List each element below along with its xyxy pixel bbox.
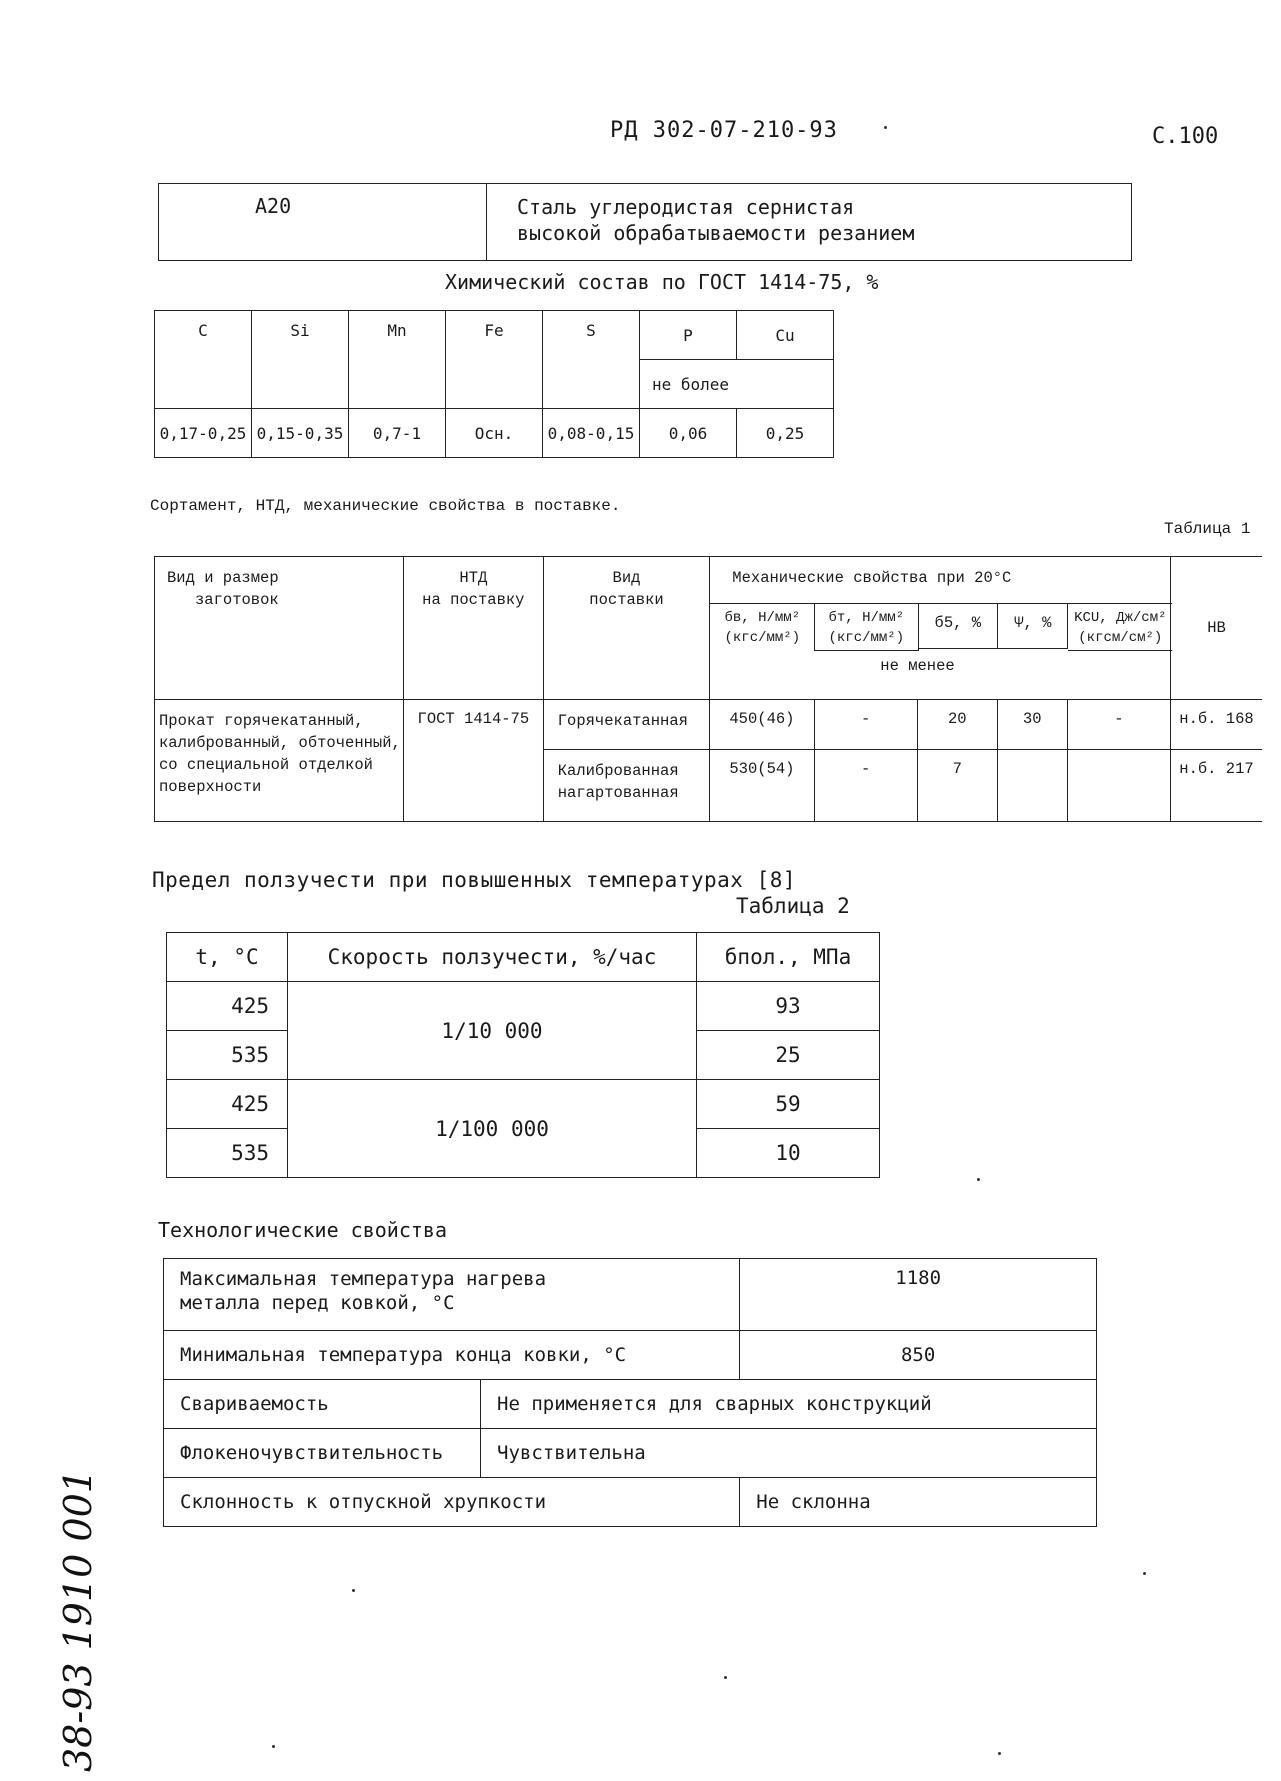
- t1-header-sigma-t-line1: бт, Н/мм²: [828, 609, 905, 626]
- t1-row2-delivery-line2: нагартованная: [557, 783, 679, 802]
- t2-g2-r1-sigma: 59: [697, 1080, 880, 1129]
- t1-header-kcu: [1068, 603, 1172, 651]
- mechanical-properties-table: [154, 556, 1262, 822]
- t1-header-ntd-line2: на поставку: [422, 591, 525, 609]
- t1-blank-desc: [155, 699, 404, 821]
- handwritten-note: [28, 1469, 128, 1772]
- table2-label: Таблица 2: [736, 894, 850, 918]
- chem-value-s: 0,08-0,15: [543, 409, 640, 458]
- scan-speck: [272, 1745, 275, 1748]
- t2-header-rate: Скорость ползучести, %/час: [288, 933, 697, 982]
- table2-title: Предел ползучести при повышенных температурах [8]: [152, 868, 797, 892]
- t2-g2-rate: 1/100 000: [288, 1080, 697, 1178]
- t1-row2-delta: 7: [917, 749, 997, 821]
- t1-header-delta: б5, %: [918, 603, 998, 649]
- scan-speck: [724, 1676, 727, 1679]
- t2-header-sigma: бпол., МПа: [697, 933, 880, 982]
- tech-row3-value: Не применяется для сварных конструкций: [481, 1380, 1097, 1429]
- t1-row2-hb: н.б. 217: [1170, 749, 1262, 821]
- t1-blank-desc-line2: калиброванный, обточенный,: [159, 733, 401, 752]
- chem-limit-note: не более: [640, 360, 834, 409]
- t1-header-blank-type-line2: заготовок: [195, 591, 279, 609]
- table1-caption: Сортамент, НТД, механические свойства в поставке.: [150, 497, 621, 515]
- t1-header-ntd: [403, 557, 543, 700]
- scan-speck: [1143, 1572, 1146, 1575]
- t1-header-blank-type: [155, 557, 404, 700]
- t1-blank-desc-line3: со специальной отделкой: [159, 755, 373, 774]
- scan-speck: [977, 1178, 980, 1181]
- chem-header-c: C: [155, 311, 252, 409]
- chem-header-s: S: [543, 311, 640, 409]
- t2-g2-r1-temp: 425: [167, 1080, 288, 1129]
- tech-row1-label: [164, 1259, 740, 1331]
- t2-g2-r2-temp: 535: [167, 1129, 288, 1178]
- t1-header-ntd-line1: НТД: [459, 569, 488, 587]
- scan-speck: [998, 1752, 1001, 1755]
- chem-header-p: P: [640, 311, 737, 360]
- creep-limit-table: [166, 932, 880, 1178]
- tech-row3-label: Свариваемость: [164, 1380, 481, 1429]
- scan-speck: [352, 1589, 355, 1592]
- chem-value-c: 0,17-0,25: [155, 409, 252, 458]
- chem-header-si: Si: [252, 311, 349, 409]
- tech-row5-label: Склонность к отпускной хрупкости: [164, 1478, 740, 1527]
- chem-value-mn: 0,7-1: [349, 409, 446, 458]
- t1-row1-delta: 20: [917, 699, 997, 749]
- chem-header-fe: Fe: [446, 311, 543, 409]
- t1-min-note: не менее: [880, 656, 955, 675]
- grade-table: [158, 183, 1132, 261]
- t1-header-delivery: [543, 557, 710, 700]
- page-number: С.100: [1152, 124, 1219, 149]
- tech-row1-label-line2: металла перед ковкой, °С: [180, 1292, 455, 1314]
- t1-header-sigma-t: [814, 603, 919, 651]
- t2-g2-r2-sigma: 10: [697, 1129, 880, 1178]
- tech-row2-value: 850: [740, 1331, 1097, 1380]
- tech-properties-table: [163, 1258, 1097, 1527]
- t2-header-temp: t, °C: [167, 933, 288, 982]
- t1-header-delivery-line1: Вид: [612, 569, 641, 587]
- t1-header-sigma-t-line2: (кгс/мм²): [828, 629, 905, 646]
- tech-row5-value: Не склонна: [740, 1478, 1097, 1527]
- grade-name: А20: [255, 194, 292, 218]
- tech-title: Технологические свойства: [158, 1218, 447, 1242]
- t1-row2-kcu: [1067, 749, 1170, 821]
- t1-row1-delivery: Горячекатанная: [543, 699, 710, 749]
- t1-row2-psi: [997, 749, 1067, 821]
- t1-header-sigma-b-line1: бв, Н/мм²: [724, 609, 801, 626]
- t2-g1-r2-sigma: 25: [697, 1031, 880, 1080]
- t1-row2-sigma-t: -: [814, 749, 917, 821]
- table1-label: Таблица 1: [1164, 520, 1251, 538]
- t2-g1-rate: 1/10 000: [288, 982, 697, 1080]
- tech-row4-label: Флокеночувствительность: [164, 1429, 481, 1478]
- t1-header-hb: НВ: [1170, 557, 1262, 700]
- t1-header-kcu-line1: KCU, Дж/см²: [1074, 609, 1167, 626]
- chem-value-si: 0,15-0,35: [252, 409, 349, 458]
- t1-header-mech: Механические свойства при 20°С: [710, 557, 1171, 603]
- chem-value-p: 0,06: [640, 409, 737, 458]
- tech-row1-label-line1: Максимальная температура нагрева: [180, 1268, 547, 1290]
- grade-description-line2: высокой обрабатываемости резанием: [517, 221, 915, 245]
- chem-header-cu: Cu: [737, 311, 834, 360]
- tech-row1-value: 1180: [740, 1259, 1097, 1331]
- t1-blank-desc-line1: Прокат горячекатанный,: [159, 711, 364, 730]
- grade-description-cell: [487, 184, 1132, 261]
- grade-cell: [159, 184, 487, 261]
- t2-g1-r1-sigma: 93: [697, 982, 880, 1031]
- chem-value-cu: 0,25: [737, 409, 834, 458]
- chemistry-title: Химический состав по ГОСТ 1414-75, %: [445, 270, 879, 294]
- t1-ntd-value: ГОСТ 1414-75: [403, 699, 543, 821]
- tech-row4-value: Чувствительна: [481, 1429, 1097, 1478]
- t2-g1-r2-temp: 535: [167, 1031, 288, 1080]
- t1-header-sigma-b-line2: (кгс/мм²): [724, 629, 801, 646]
- t1-blank-desc-line4: поверхности: [159, 777, 262, 796]
- t1-row2-delivery: [543, 749, 710, 821]
- grade-description-line1: Сталь углеродистая сернистая: [517, 195, 855, 219]
- t1-header-psi: Ψ, %: [998, 603, 1068, 649]
- t1-header-kcu-line2: (кгсм/см²): [1078, 629, 1163, 646]
- t1-row1-sigma-t: -: [814, 699, 917, 749]
- t1-row1-sigma-b: 450(46): [710, 699, 814, 749]
- t1-row1-hb: н.б. 168: [1170, 699, 1262, 749]
- scan-speck: [884, 126, 887, 129]
- tech-row2-label: Минимальная температура конца ковки, °С: [164, 1331, 740, 1380]
- t1-row1-kcu: -: [1067, 699, 1170, 749]
- t2-g1-r1-temp: 425: [167, 982, 288, 1031]
- t1-header-delivery-line2: поставки: [589, 591, 664, 609]
- chem-value-fe: Осн.: [446, 409, 543, 458]
- t1-row2-delivery-line1: Калиброванная: [557, 761, 679, 780]
- handwritten-note-text: 38-93 1910 001: [56, 1469, 100, 1772]
- t1-header-blank-type-line1: Вид и размер: [167, 569, 279, 587]
- t1-header-sigma-b: [710, 603, 815, 650]
- t1-row2-sigma-b: 530(54): [710, 749, 814, 821]
- chemistry-table: [154, 310, 834, 458]
- document-code: РД 302-07-210-93: [610, 118, 838, 143]
- chem-header-mn: Mn: [349, 311, 446, 409]
- t1-mech-subheader: [710, 603, 1171, 700]
- t1-row1-psi: 30: [997, 699, 1067, 749]
